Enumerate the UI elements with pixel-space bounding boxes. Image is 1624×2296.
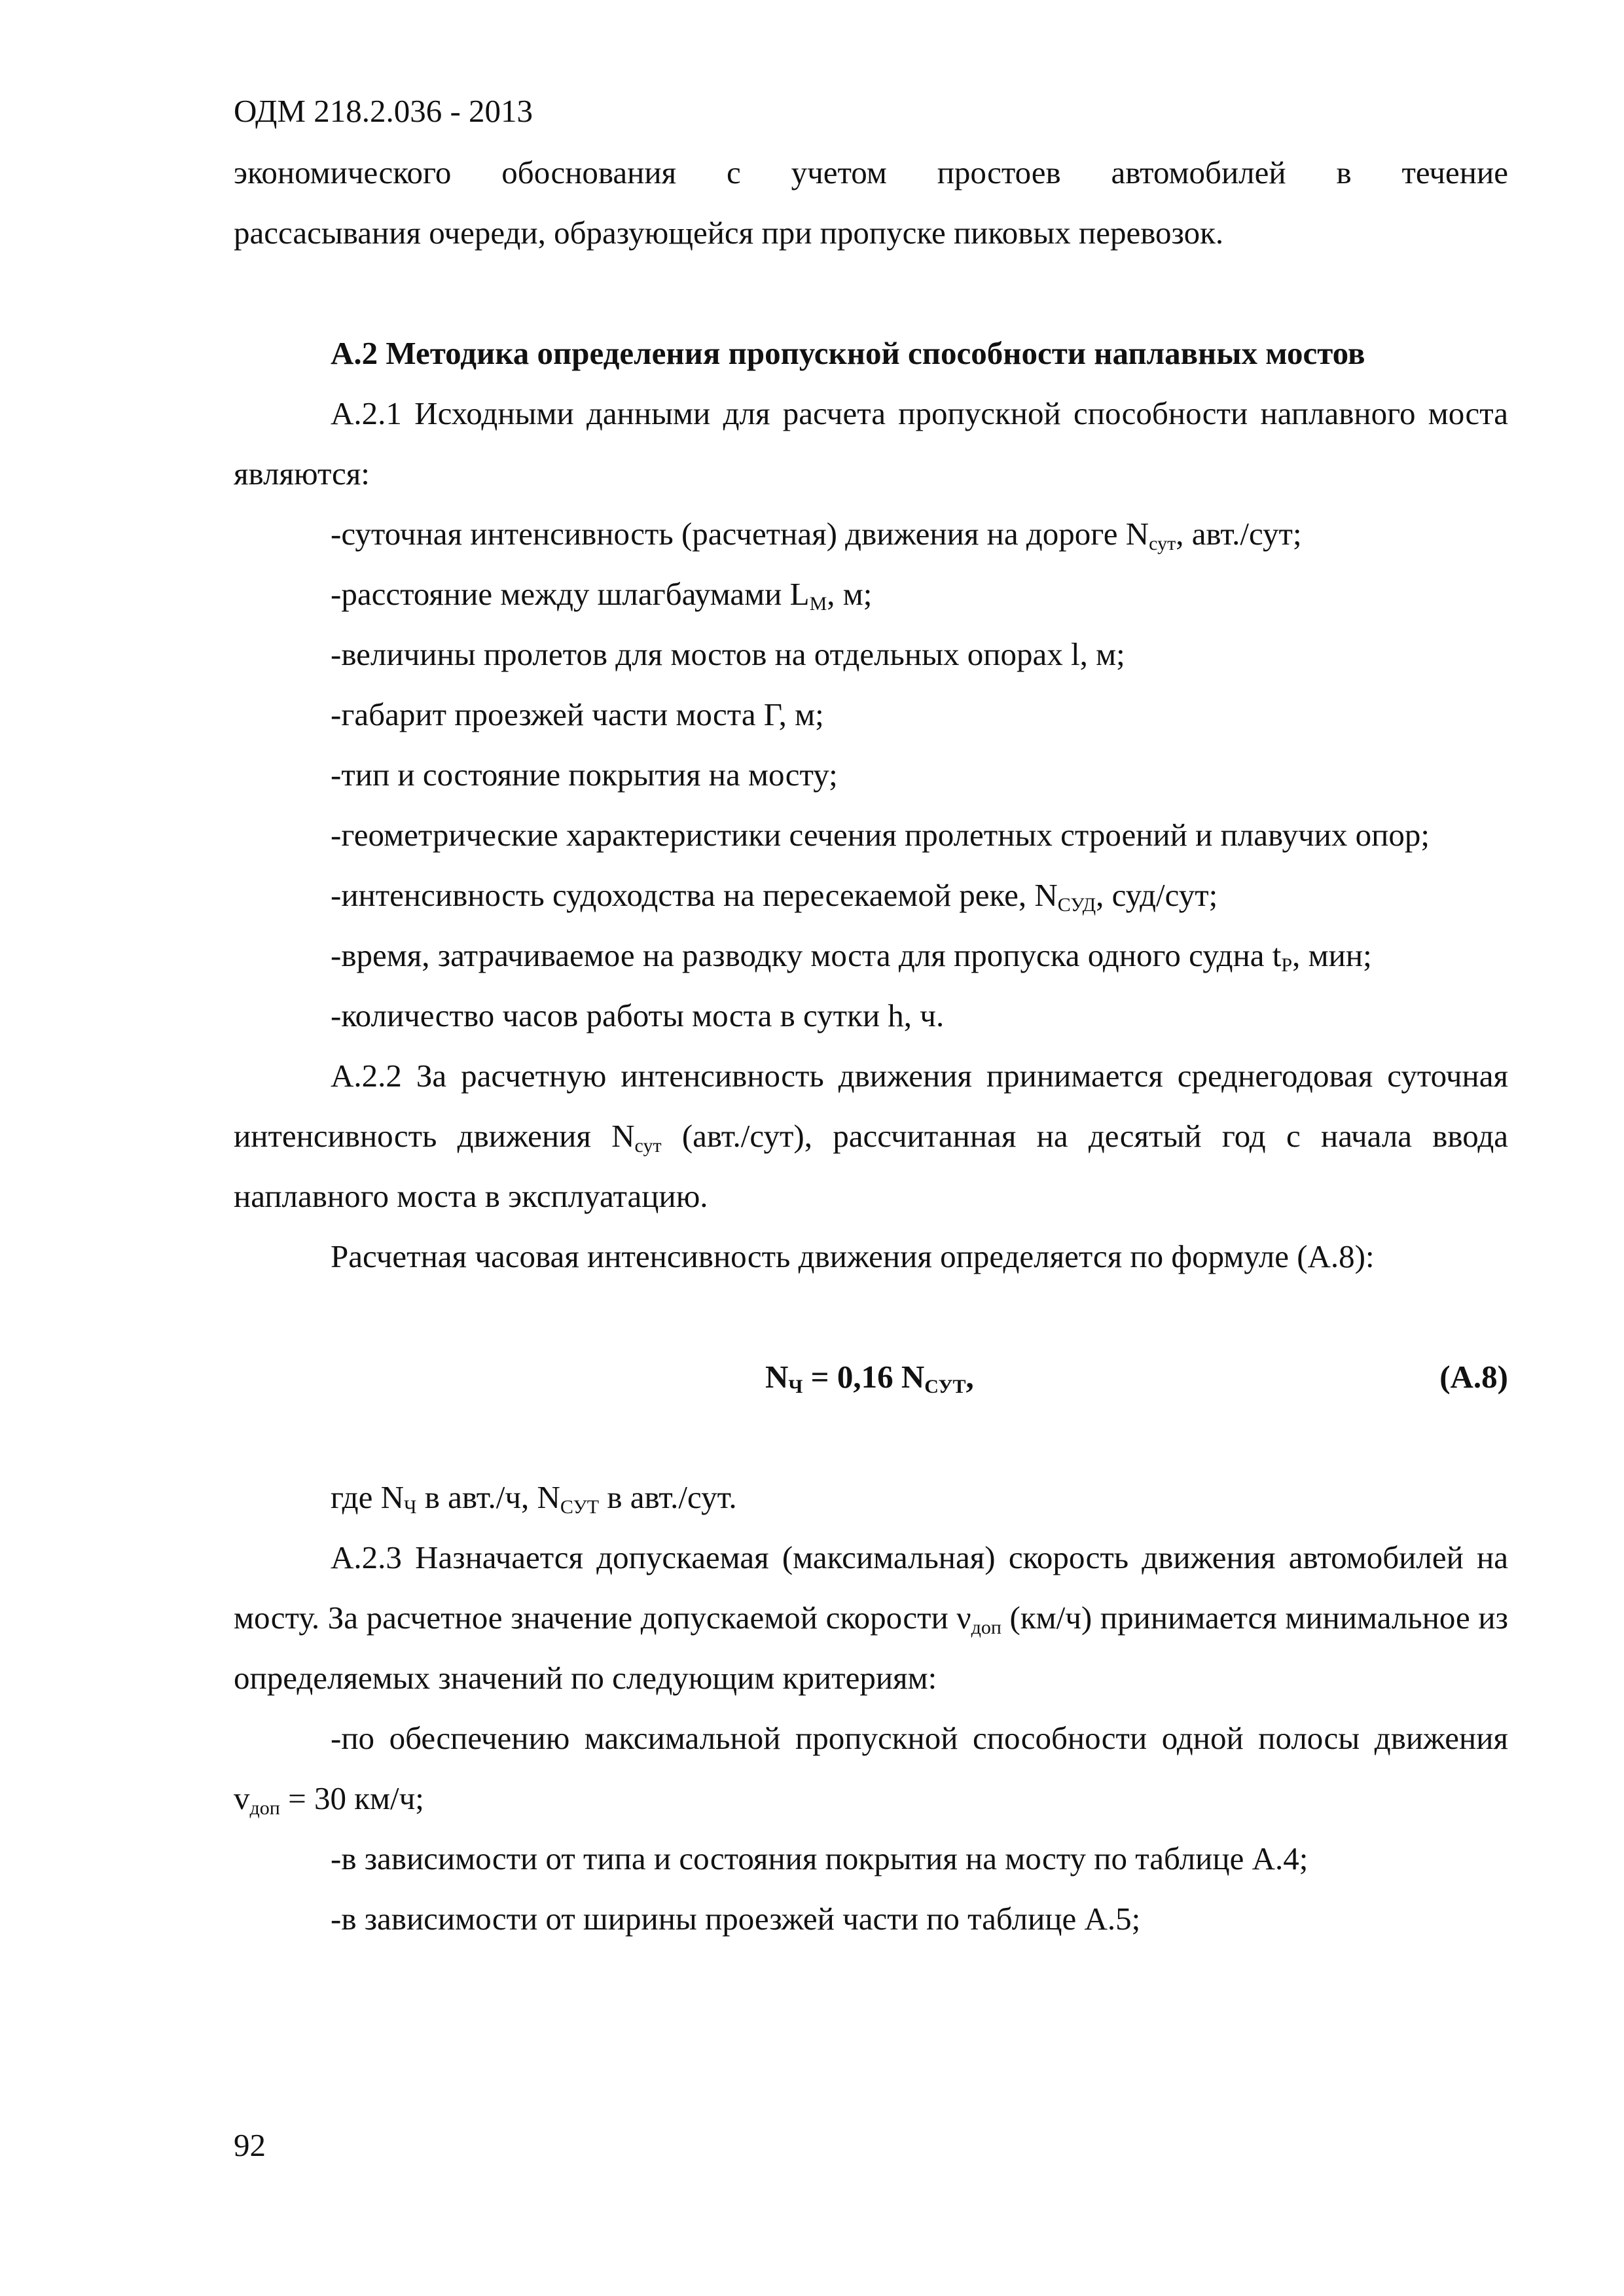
document-header: ОДМ 218.2.036 - 2013: [234, 93, 533, 129]
section-heading: А.2 Методика определения пропускной способности наплавных мостов: [331, 335, 1365, 371]
criterion-surface: -в зависимости от типа и состояния покрытия на мосту по таблице А.4;: [331, 1840, 1308, 1876]
formula-intro: Расчетная часовая интенсивность движения определяется по формуле (А.8):: [331, 1238, 1375, 1274]
list-item-span-length: -величины пролетов для мостов на отдельных опорах l, м;: [331, 636, 1125, 672]
paragraph-a22: А.2.2 За расчетную интенсивность движения принимается среднегодовая суточная интенсивность движения $N_{сут}$ (авт./сут), рассчитанная на десятый год с начала ввода наплавного моста в эксплуатацию.: [234, 1058, 1508, 1214]
list-item-roadway-width: -габарит проезжей части моста Г, м;: [331, 696, 824, 732]
paragraph-a21: А.2.1 Исходными данными для расчета пропускной способности наплавного моста являются:: [234, 395, 1508, 492]
formula-expression: $N_Ч = 0,16$ $N_{СУТ}$,: [765, 1359, 974, 1397]
criterion-width: -в зависимости от ширины проезжей части по таблице А.5;: [331, 1901, 1141, 1937]
list-item-working-hours: -количество часов работы моста в сутки h, ч.: [331, 997, 945, 1033]
list-item-navigation-intensity: -интенсивность судоходства на пересекаемой реке, $N_{СУД}$, суд/сут;: [331, 877, 1218, 916]
formula-explanation: где $N_Ч$ в авт./ч, $N_{СУТ}$ в авт./сут.: [331, 1479, 737, 1518]
list-item-opening-time: -время, затрачиваемое на разводку моста для пропуска одного судна $t_Р$, мин;: [331, 937, 1372, 976]
list-item-geometry: -геометрические характеристики сечения пролетных строений и плавучих опор;: [331, 817, 1430, 853]
criterion-max-capacity: -по обеспечению максимальной пропускной способности одной полосы движения $v_{доп} = 30$ км/ч;: [234, 1720, 1508, 1819]
document-page: [234, 92, 1508, 1949]
list-item-surface-type: -тип и состояние покрытия на мосту;: [331, 757, 838, 793]
intro-line-2: рассасывания очереди, образующейся при пропуске пиковых перевозок.: [234, 215, 1224, 251]
intro-line-1: экономического обоснования с учетом простоев автомобилей в течение: [234, 154, 1508, 190]
paragraph-a23: А.2.3 Назначается допускаемая (максимальная) скорость движения автомобилей на мосту. За расчетное значение допускаемой скорости $\nu_{доп}$ (км/ч) принимается минимальное из определяемых значений по следующим критериям:: [234, 1539, 1508, 1696]
list-item-daily-intensity: -суточная интенсивность (расчетная) движения на дороге $N_{сут}$, авт./сут;: [331, 516, 1302, 554]
formula-a8: [234, 1347, 1508, 1407]
page-number: 92: [234, 2127, 266, 2163]
formula-number: (А.8): [1439, 1359, 1508, 1395]
list-item-barrier-distance: -расстояние между шлагбаумами $L_М$, м;: [331, 576, 873, 615]
